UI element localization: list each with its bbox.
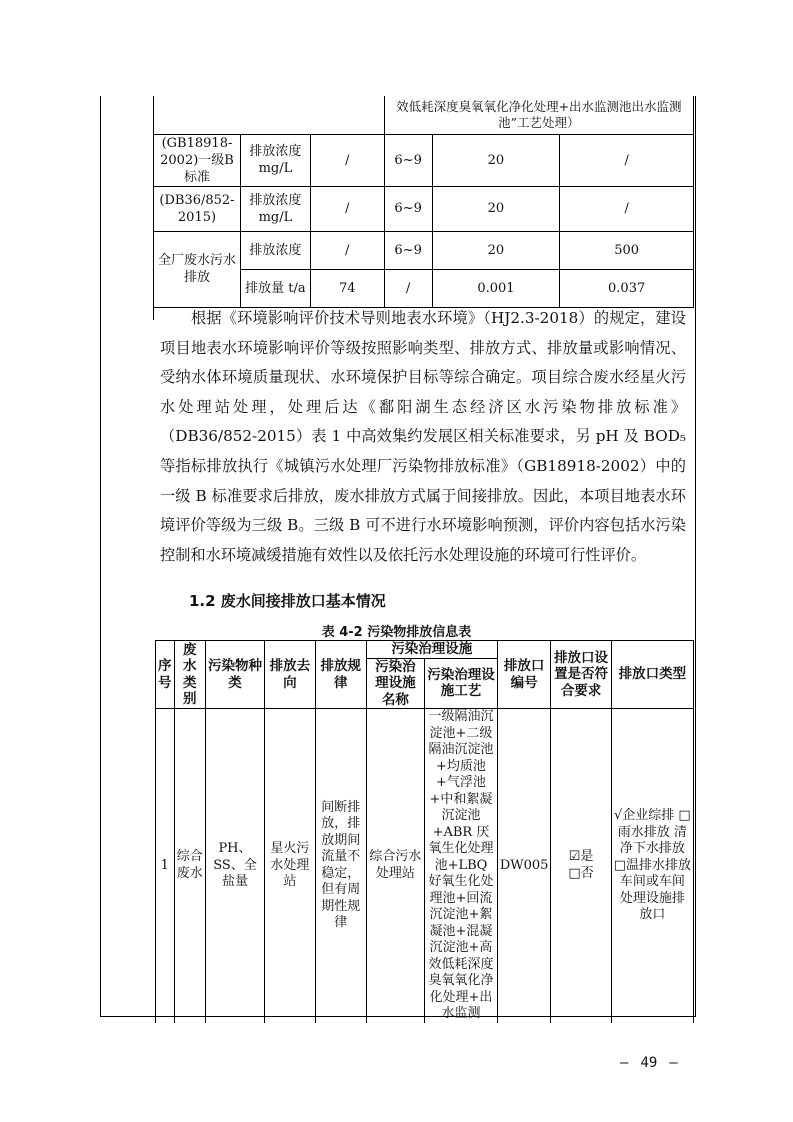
standard-cell: (GB18918-2002)一级B标准 bbox=[154, 134, 241, 186]
header-pattern: 排放规律 bbox=[315, 641, 366, 709]
cell-pattern: 间断排放，排放期间流量不稳定，但有周期性规律 bbox=[315, 709, 366, 1023]
header-seq: 序号 bbox=[156, 641, 175, 709]
cell-seq: 1 bbox=[156, 709, 175, 1023]
header-compliant: 排放口设置是否符合要求 bbox=[551, 641, 611, 709]
table-row: 排放量 t/a 74 / 0.001 0.037 bbox=[154, 269, 694, 307]
metric-cell: 排放量 t/a bbox=[240, 269, 310, 307]
header-facility-group: 污染治理设施 bbox=[366, 641, 497, 659]
standard-cell: 全厂废水污水排放 bbox=[154, 231, 241, 307]
header-process: 污染治理设施工艺 bbox=[425, 658, 498, 709]
cell-compliant bbox=[551, 709, 611, 1023]
cell-facility-name: 综合污水处理站 bbox=[366, 709, 424, 1023]
cell-type: 综合废水 bbox=[174, 709, 205, 1023]
compliant-no: □否 bbox=[568, 865, 594, 881]
header-pollutants: 污染物种类 bbox=[205, 641, 264, 709]
header-type: 废水类别 bbox=[174, 641, 205, 709]
cell-outlet-id: DW005 bbox=[497, 709, 551, 1023]
header-facility-name: 污染治理设施名称 bbox=[366, 658, 424, 709]
table-caption: 表 4-2 污染物排放信息表 bbox=[321, 625, 472, 640]
cell-outlet-type: √企业综排 □雨水排放 清净下水排放 □温排水排放 车间或车间处理设施排放口 bbox=[611, 709, 693, 1023]
process-continuation: 效低耗深度臭氧氧化净化处理+出水监测池出水监测池”工艺处理） bbox=[384, 96, 693, 134]
standard-cell: (DB36/852-2015) bbox=[154, 186, 241, 231]
header-destination: 排放去向 bbox=[265, 641, 316, 709]
table-row: 全厂废水污水排放 排放浓度 / 6~9 20 500 bbox=[154, 231, 694, 269]
body-paragraph: 根据《环境影响评价技术导则地表水环境》（HJ2.3-2018）的规定，建设项目地表水环境影响评价等级按照影响类型、排放方式、排放量或影响情况、受纳水体环境质量现状、水环境保护目标等综合确定。项目综合废水经星火污水处理站处理，处理后达《鄱阳湖生态经济区水污染物排放标准》（DB36/852-2015）表 1 中高效集约发展区相关标准要求，另 pH 及 BOD₅ 等指标排放执行《城镇污水处理厂污染物排放标准》（GB18918-2002）中的一级 B 标准要求后排放，废水排放方式属于间接排放。因此，本项目地表水环境评价等级为三级 B。三级 B 可不进行水环境影响预测，评价内容包括水污染控制和水环境减缓措施有效性以及依托污水处理设施的环境可行性评价。 bbox=[160, 309, 686, 564]
emission-standard-table bbox=[153, 96, 694, 308]
header-outlet-type: 排放口类型 bbox=[611, 641, 693, 709]
emission-info-table bbox=[155, 640, 694, 1023]
metric-cell: 排放浓度 bbox=[240, 231, 310, 269]
table-row: (GB18918-2002)一级B标准 排放浓度mg/L / 6~9 20 / bbox=[154, 134, 694, 186]
table-row bbox=[156, 709, 694, 1023]
metric-cell: 排放浓度mg/L bbox=[240, 186, 310, 231]
cell-destination: 星火污水处理站 bbox=[265, 709, 316, 1023]
compliant-yes: ☑是 bbox=[568, 849, 594, 865]
cell-process: 一级隔油沉淀池+二级隔油沉淀池+均质池+气浮池+中和絮凝沉淀池+ABR 厌氧生化处理池+LBQ 好氧生化处理池+回流沉淀池+絮凝池+混凝沉淀池+高效低耗深度臭氧氧化净化处理+出水监测 bbox=[425, 709, 498, 1023]
section-heading: 1.2 废水间接排放口基本情况 bbox=[189, 592, 386, 610]
table-row: (DB36/852-2015) 排放浓度mg/L / 6~9 20 / bbox=[154, 186, 694, 231]
cell-pollutants: PH、SS、全盐量 bbox=[205, 709, 264, 1023]
page-number: — 49 — bbox=[620, 1055, 678, 1071]
metric-cell: 排放浓度mg/L bbox=[240, 134, 310, 186]
header-outlet-id: 排放口编号 bbox=[497, 641, 551, 709]
